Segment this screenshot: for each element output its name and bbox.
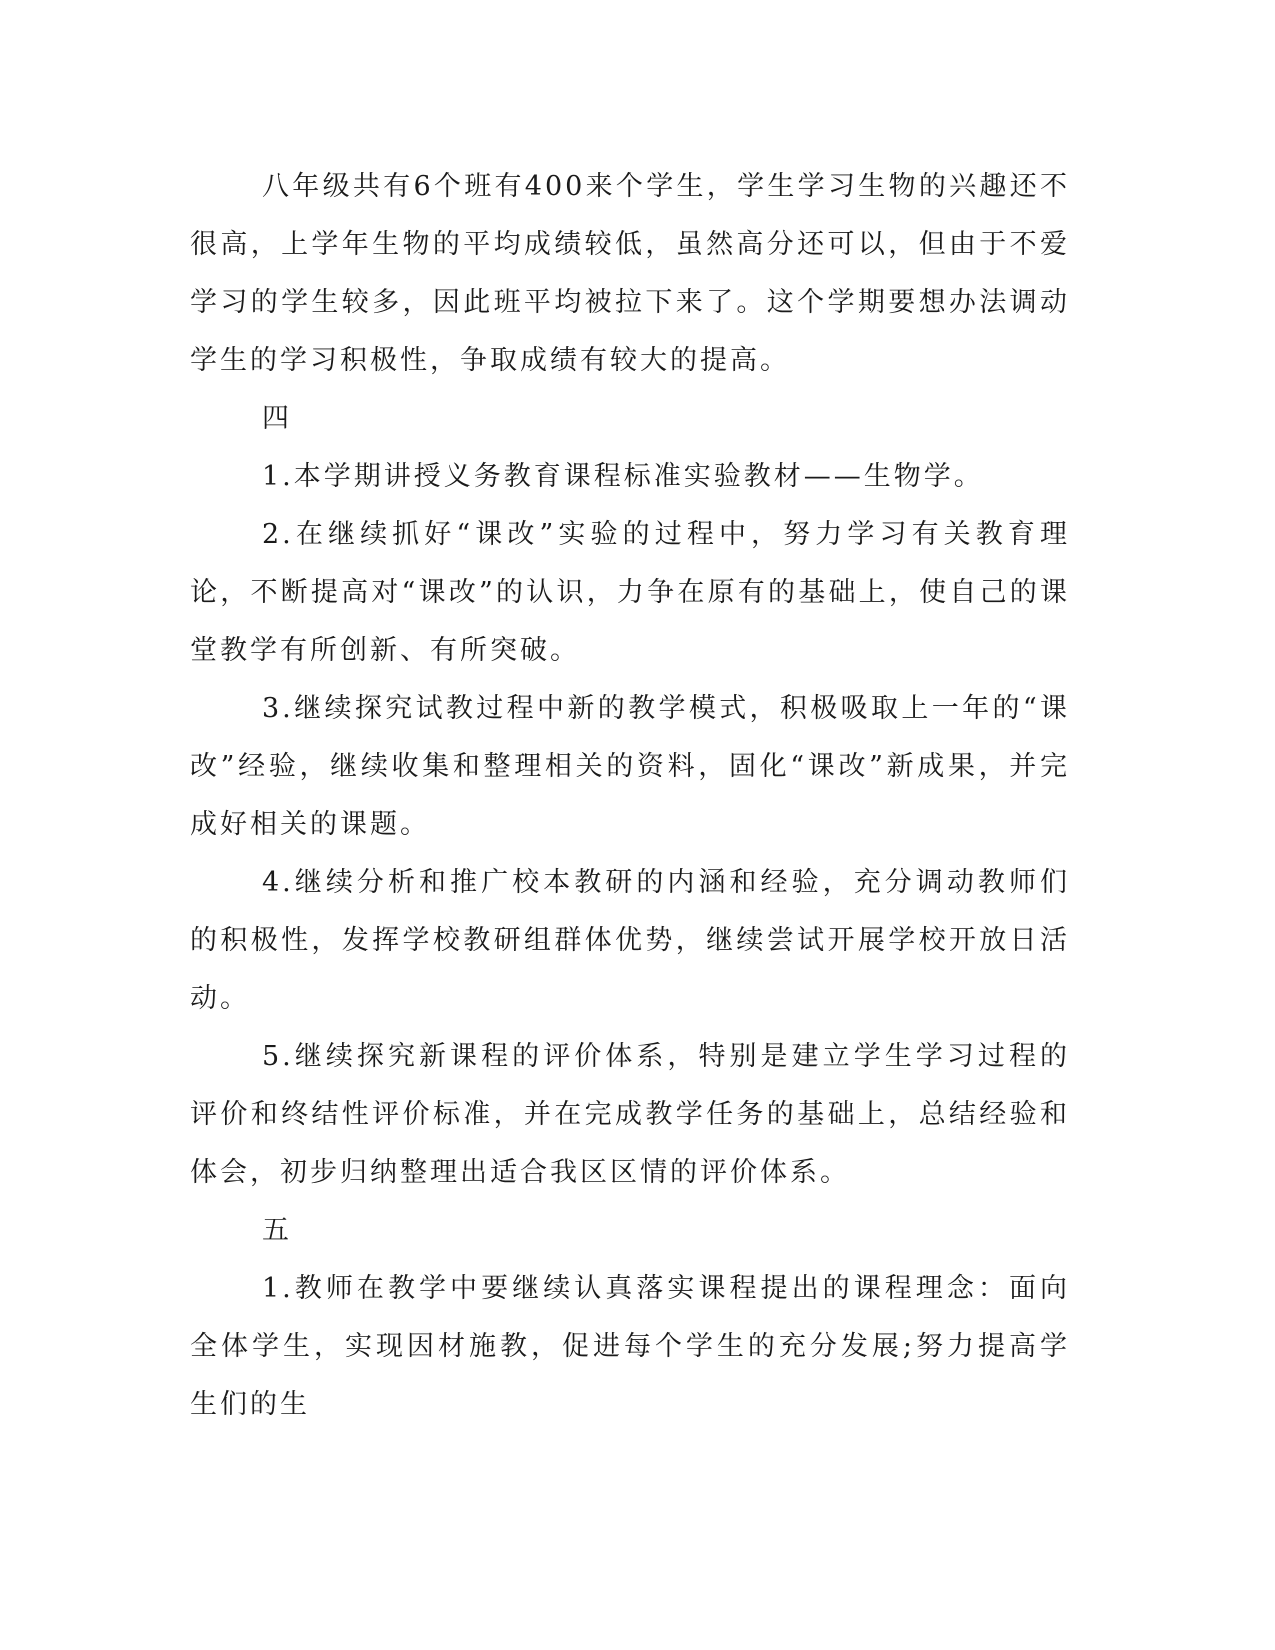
section-heading-five: 五 [262, 1215, 292, 1246]
document-body [190, 158, 1070, 1434]
paragraph-item-5: 5.继续探究新课程的评价体系，特别是建立学生学习过程的评价和终结性评价标准，并在完成教学任务的基础上，总结经验和体会，初步归纳整理出适合我区区情的评价体系。 [190, 1041, 1070, 1188]
paragraph-item-3: 3.继续探究试教过程中新的教学模式，积极吸取上一年的“课改”经验，继续收集和整理相关的资料，固化“课改”新成果，并完成好相关的课题。 [190, 693, 1070, 840]
paragraph-item-2: 2.在继续抓好“课改”实验的过程中，努力学习有关教育理论，不断提高对“课改”的认识，力争在原有的基础上，使自己的课堂教学有所创新、有所突破。 [190, 519, 1070, 666]
paragraph-class-overview: 八年级共有6个班有400来个学生，学生学习生物的兴趣还不很高，上学年生物的平均成绩较低，虽然高分还可以，但由于不爱学习的学生较多，因此班平均被拉下来了。这个学期要想办法调动学生的学习积极性，争取成绩有较大的提高。 [190, 171, 1070, 376]
section-heading-four: 四 [262, 403, 292, 434]
paragraph-item-1: 1.本学期讲授义务教育课程标准实验教材——生物学。 [262, 461, 984, 492]
paragraph-item-1-section-five: 1.教师在教学中要继续认真落实课程提出的课程理念：面向全体学生，实现因材施教，促进每个学生的充分发展;努力提高学生们的生 [190, 1273, 1070, 1420]
paragraph-item-4: 4.继续分析和推广校本教研的内涵和经验，充分调动教师们的积极性，发挥学校教研组群体优势，继续尝试开展学校开放日活动。 [190, 867, 1070, 1014]
